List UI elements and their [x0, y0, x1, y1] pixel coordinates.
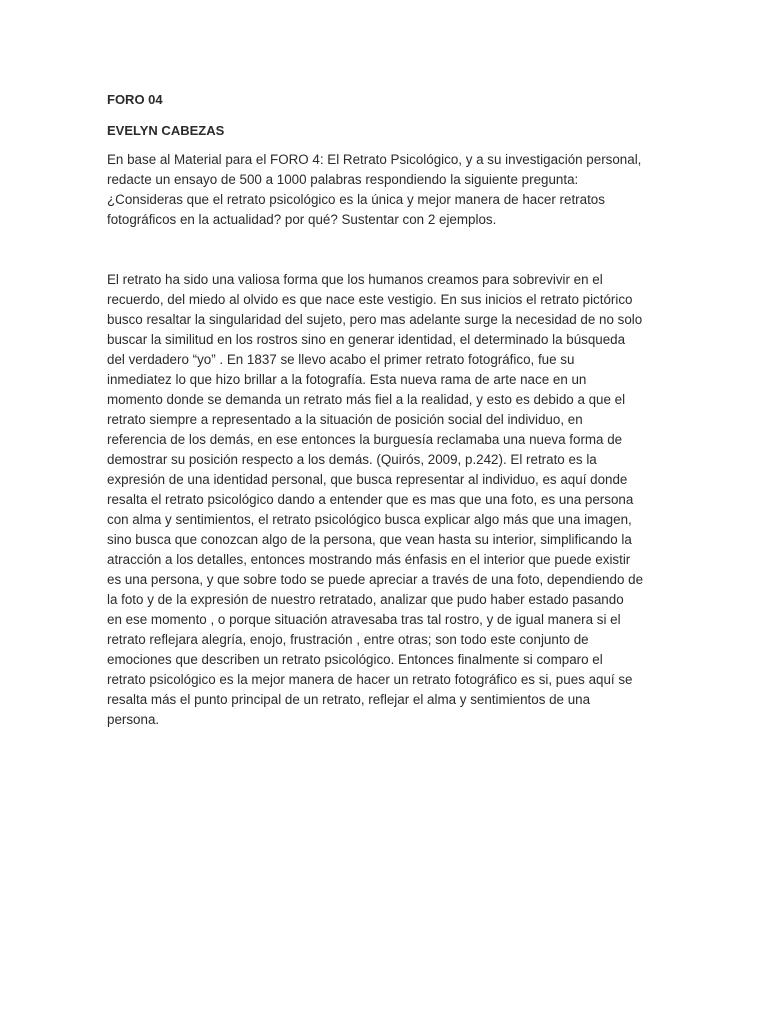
essay-line: inmediatez lo que hizo brillar a la fotografía. Esta nueva rama de arte nace en un	[107, 372, 587, 387]
essay-line: El retrato ha sido una valiosa forma que los humanos creamos para sobrevivir en el	[107, 272, 603, 287]
essay-line: la foto y de la expresión de nuestro retratado, analizar que pudo haber estado pasando	[107, 592, 624, 607]
essay-line: resalta más el punto principal de un retrato, reflejar el alma y sentimientos de una	[107, 692, 591, 707]
essay-line: persona.	[107, 712, 160, 727]
author-name: EVELYN CABEZAS	[107, 123, 225, 138]
essay-line: buscar la similitud en los rostros sino en generar identidad, el determinado la búsqueda	[107, 332, 626, 347]
prompt-line: En base al Material para el FORO 4: El Retrato Psicológico, y a su investigación personal,	[107, 152, 642, 167]
essay-line: busco resaltar la singularidad del sujeto, pero mas adelante surge la necesidad de no solo	[107, 312, 643, 327]
assignment-prompt	[107, 150, 667, 230]
essay-line: emociones que describen un retrato psicológico. Entonces finalmente si comparo el	[107, 652, 603, 667]
essay-line: del verdadero “yo” . En 1837 se llevo acabo el primer retrato fotográfico, fue su	[107, 352, 575, 367]
essay-line: retrato siempre a representado a la situación de posición social del individuo, en	[107, 412, 583, 427]
prompt-line: ¿Consideras que el retrato psicológico es la única y mejor manera de hacer retratos	[107, 192, 605, 207]
essay-line: con alma y sentimientos, el retrato psicológico busca explicar algo más que una imagen,	[107, 512, 632, 527]
essay-body	[107, 270, 667, 730]
essay-line: recuerdo, del miedo al olvido es que nace este vestigio. En sus inicios el retrato pictórico	[107, 292, 633, 307]
essay-line: retrato psicológico es la mejor manera de hacer un retrato fotográfico es si, pues aquí se	[107, 672, 633, 687]
essay-line: retrato reflejara alegría, enojo, frustración , entre otras; son todo este conjunto de	[107, 632, 589, 647]
document-content	[107, 90, 667, 730]
essay-line: expresión de una identidad personal, que busca representar al individuo, es aquí donde	[107, 472, 628, 487]
prompt-line: fotográficos en la actualidad? por qué? Sustentar con 2 ejemplos.	[107, 212, 497, 227]
essay-line: sino busca que conozcan algo de la persona, que vean hasta su interior, simplificando la	[107, 532, 632, 547]
essay-line: en ese momento , o porque situación atravesaba tras tal rostro, y de igual manera si el	[107, 612, 621, 627]
essay-line: momento donde se demanda un retrato más fiel a la realidad, y esto es debido a que el	[107, 392, 626, 407]
essay-line: es una persona, y que sobre todo se puede apreciar a través de una foto, dependiendo de	[107, 572, 644, 587]
essay-line: referencia de los demás, en ese entonces la burguesía reclamaba una nueva forma de	[107, 432, 623, 447]
essay-line: resalta el retrato psicológico dando a entender que es mas que una foto, es una persona	[107, 492, 634, 507]
essay-line: atracción a los detalles, entonces mostrando más énfasis en el interior que puede existir	[107, 552, 631, 567]
prompt-line: redacte un ensayo de 500 a 1000 palabras respondiendo la siguiente pregunta:	[107, 172, 579, 187]
forum-title: FORO 04	[107, 92, 163, 107]
essay-line: demostrar su posición respecto a los demás. (Quirós, 2009, p.242). El retrato es la	[107, 452, 597, 467]
